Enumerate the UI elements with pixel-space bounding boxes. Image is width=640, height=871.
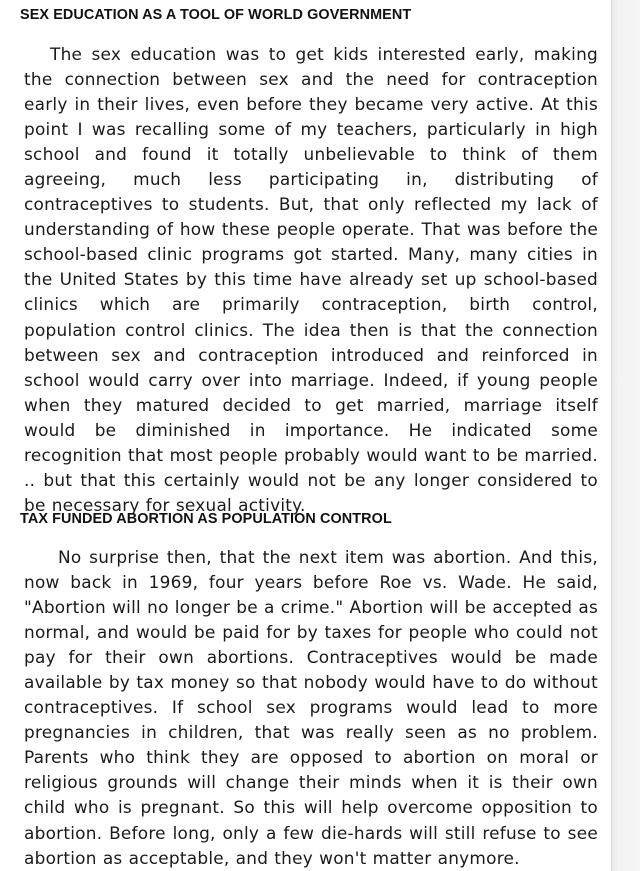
section-body-sex-education: The sex education was to get kids interested early, making the connection between sex and the need for contraception early in their lives, even before they became very active. At this point I was recalling some of my teachers, particularly in high school and found it totally unbelievable to think of them agreeing, much less participating in, distributing of contraceptives to students. But, that only reflected my lack of understanding of how these people operate. That was before the school-based clinic programs got started. Many, many cities in the United States by this time have already set up school-based clinics which are primarily contraception, birth control, population control clinics. The idea then is that the connection between sex and contraception introduced and reinforced in school would carry over into marriage. Indeed, if young people when they matured decided to get married, marriage itself would be diminished in importance. He indicated some recognition that most people probably would want to be married. .. but that this certainly would not be any longer considered to be necessary for sexual activity. <box>24 44 598 515</box>
section-body-tax-funded-abortion: No surprise then, that the next item was abortion. And this, now back in 1969, four years before Roe vs. Wade. He said, "Abortion will no longer be a crime." Abortion will be accepted as normal, and would be paid for by taxes for people who could not pay for their own abortions. Contraceptives would be made available by tax money so that nobody would have to do without contraceptives. If school sex programs would lead to more pregnancies in children, that was really seen as no problem. Parents who think they are opposed to abortion on moral or religious grounds will change their minds when it is their own child who is pregnant. So this will help overcome opposition to abortion. Before long, only a few die-hards will still refuse to see abortion as acceptable, and they won't matter anymore. <box>24 547 598 868</box>
section-heading-sex-education: SEX EDUCATION AS A TOOL OF WORLD GOVERNMENT <box>20 7 412 23</box>
scrollbar-track[interactable] <box>611 0 640 871</box>
section-heading-tax-funded-abortion: TAX FUNDED ABORTION AS POPULATION CONTROL <box>20 511 392 527</box>
